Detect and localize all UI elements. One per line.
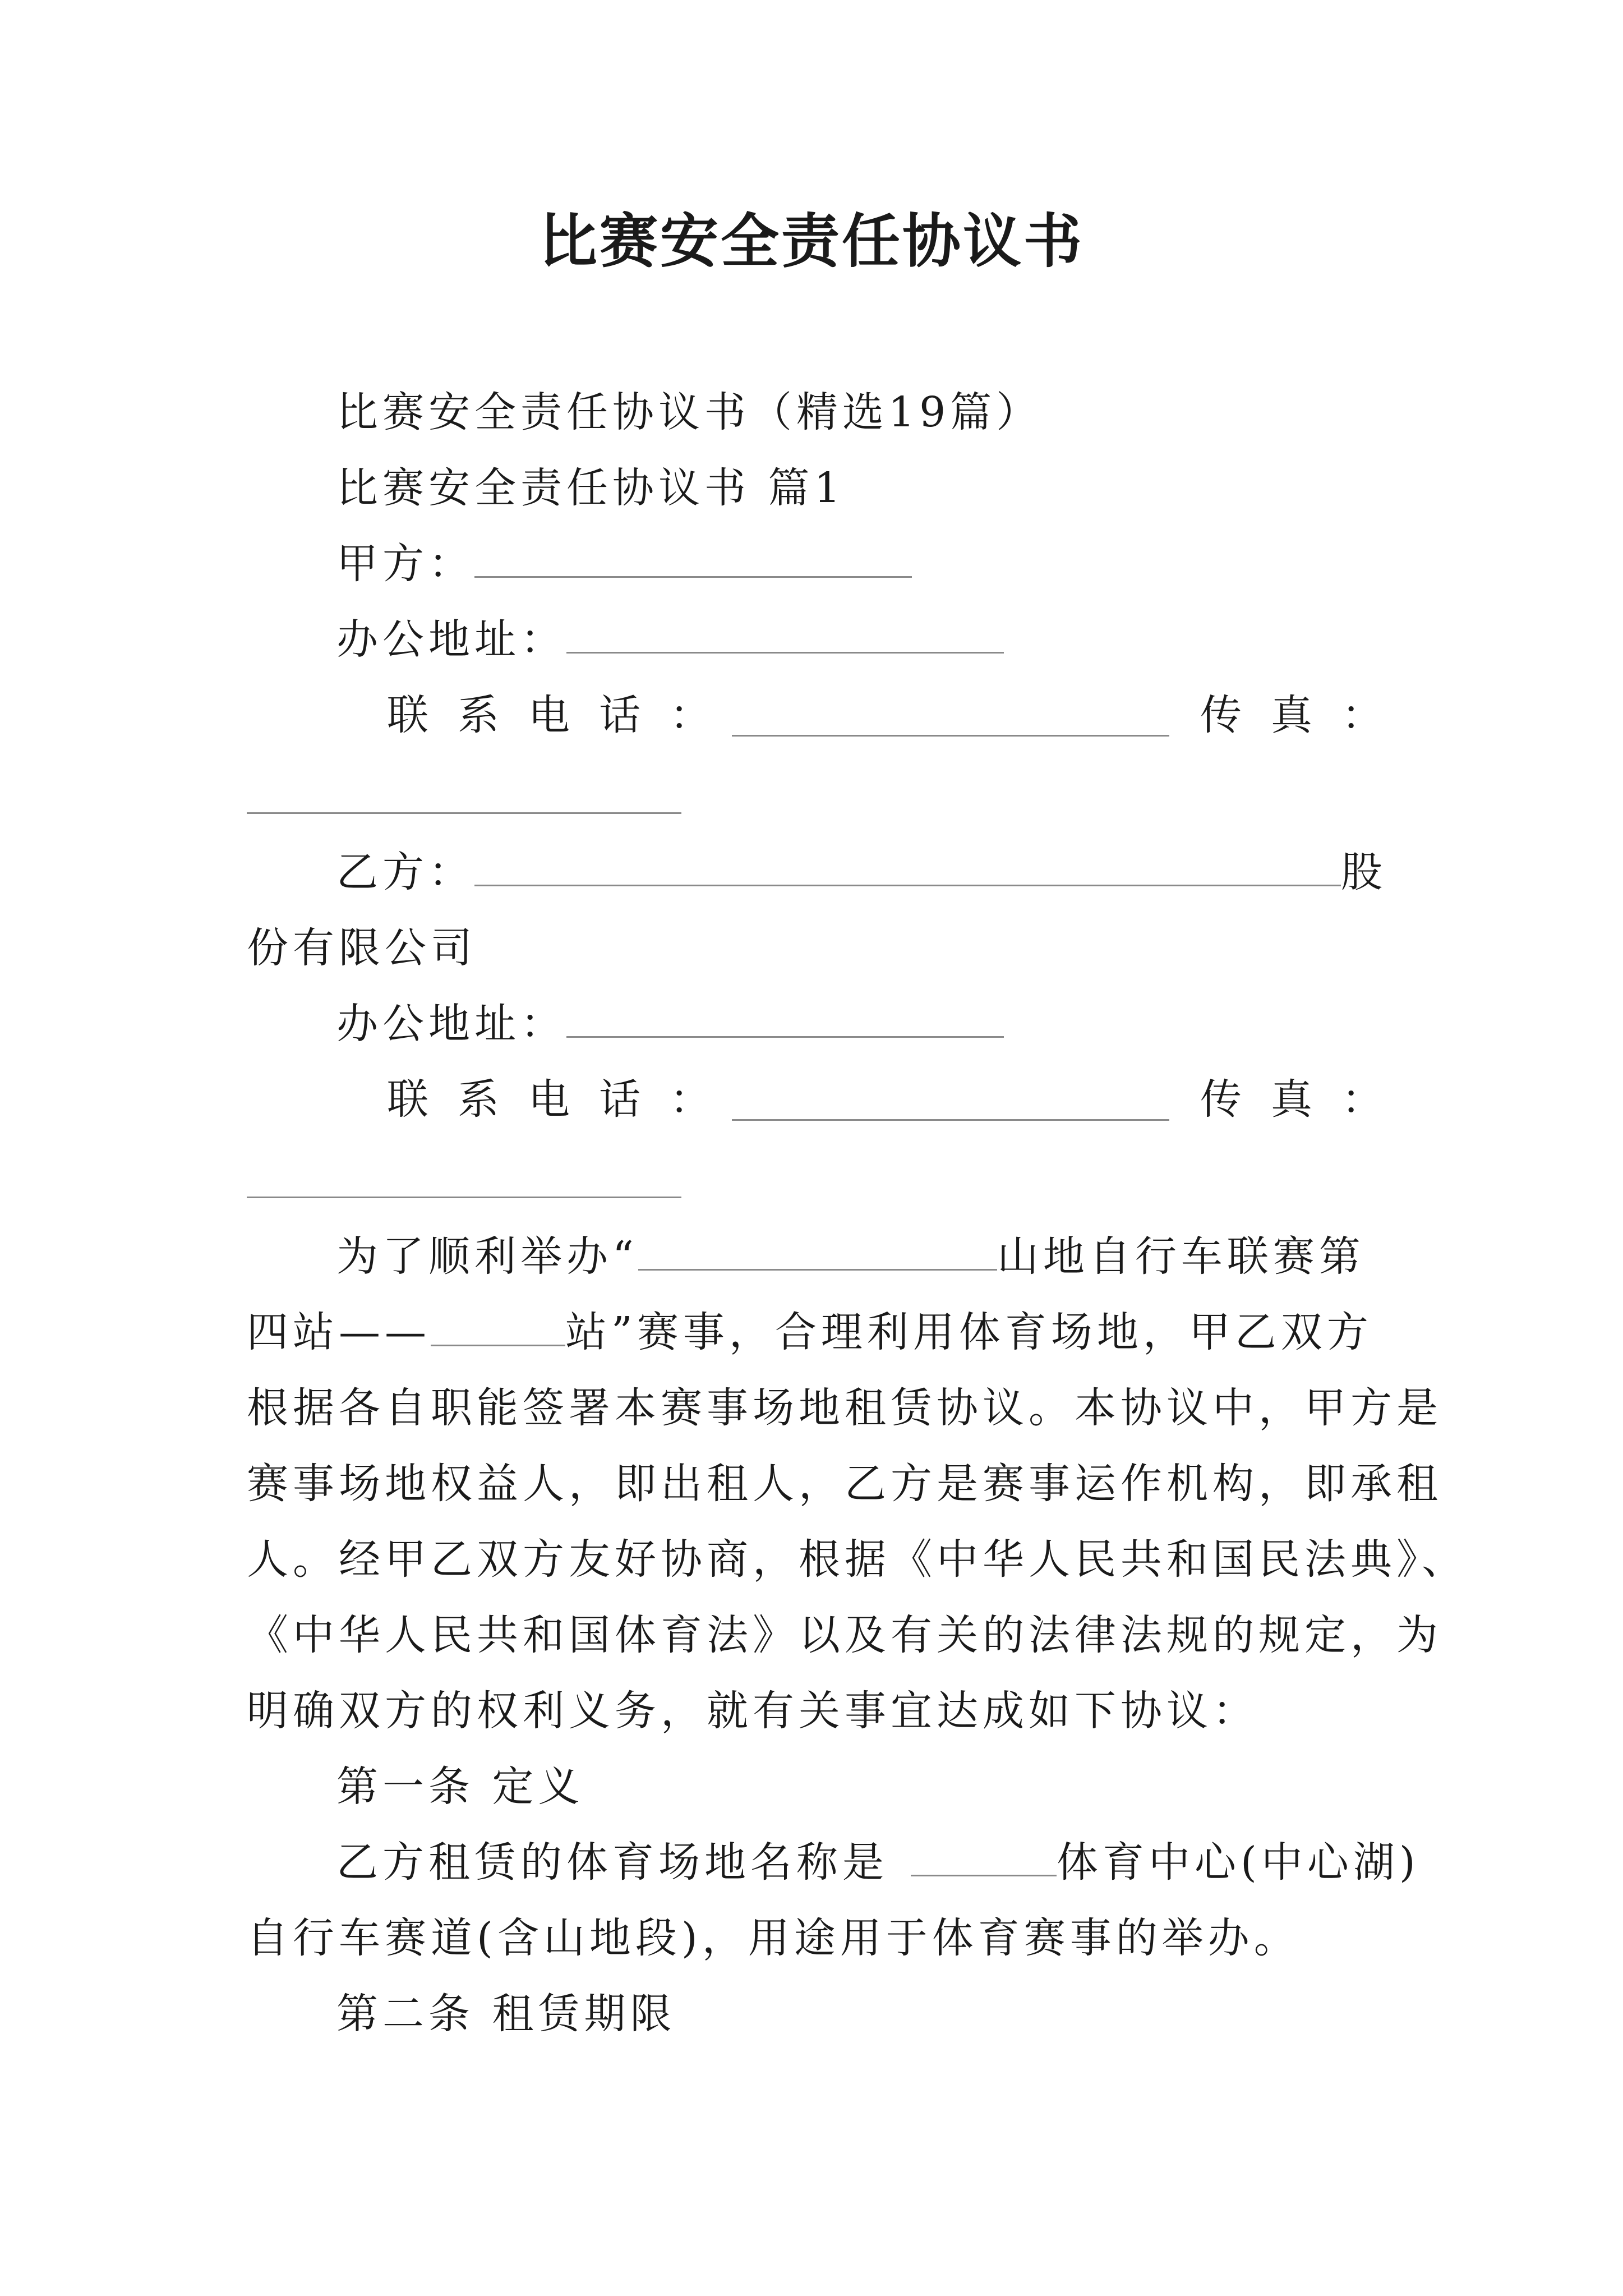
intro-line-2a: 四站—— xyxy=(247,1308,431,1356)
intro-line-2 xyxy=(247,1301,1373,1363)
station-name-blank xyxy=(431,1303,565,1346)
party-b-line xyxy=(336,841,1387,903)
party-b-suffix-2: 份有限公司 xyxy=(247,924,477,972)
intro-line-1b: 山地自行车联赛第 xyxy=(997,1232,1365,1281)
party-b-phone-label: 联系电话： xyxy=(387,1075,740,1124)
intro-line-4: 赛事场地权益人，即出租人，乙方是赛事运作机构，即承租 xyxy=(247,1460,1442,1508)
party-a-line xyxy=(336,533,912,595)
party-a-blank xyxy=(474,535,912,578)
party-a-phone-blank xyxy=(732,735,1169,737)
party-b-fax-label: 传真： xyxy=(1200,1075,1412,1124)
event-name-blank xyxy=(638,1227,997,1271)
intro-line-3: 根据各自职能签署本赛事场地租赁协议。本协议中，甲方是 xyxy=(247,1384,1442,1432)
party-a-address-blank xyxy=(566,610,1004,654)
chapter-heading: 比赛安全责任协议书 篇1 xyxy=(336,464,845,512)
intro-line-1 xyxy=(336,1226,1365,1287)
party-b-suffix-1: 股 xyxy=(1341,848,1387,896)
article-2-heading: 第二条 租赁期限 xyxy=(336,1990,676,2038)
intro-line-1a: 为了顺利举办“ xyxy=(336,1232,638,1281)
party-b-address-label: 办公地址： xyxy=(336,1000,566,1048)
party-b-address-blank xyxy=(566,995,1004,1038)
party-a-phone-label: 联系电话： xyxy=(387,691,740,739)
article-1-line-2: 自行车赛道(含山地段)，用途用于体育赛事的举办。 xyxy=(247,1914,1300,1962)
article-1-heading: 第一条 定义 xyxy=(336,1763,584,1811)
intro-line-5: 人。经甲乙双方友好协商，根据《中华人民共和国民法典》、 xyxy=(247,1535,1468,1584)
party-a-address-line xyxy=(336,609,1004,670)
article-1-line-1 xyxy=(336,1832,1420,1893)
party-b-blank xyxy=(474,843,1341,886)
party-b-address-line xyxy=(336,993,1004,1055)
document-title: 比赛安全责任协议书 xyxy=(538,206,1084,275)
party-a-fax-blank xyxy=(247,812,681,814)
party-b-label: 乙方： xyxy=(336,848,474,896)
party-a-label: 甲方： xyxy=(336,540,474,588)
party-a-address-label: 办公地址： xyxy=(336,615,566,664)
party-a-fax-label: 传真： xyxy=(1200,691,1412,739)
document-subtitle: 比赛安全责任协议书（精选19篇） xyxy=(336,388,1043,436)
intro-line-6: 《中华人民共和国体育法》以及有关的法律法规的规定，为 xyxy=(247,1611,1442,1659)
article-1-line-1a: 乙方租赁的体育场地名称是 xyxy=(336,1838,888,1887)
intro-line-7: 明确双方的权利义务，就有关事宜达成如下协议： xyxy=(247,1687,1258,1735)
party-b-fax-blank xyxy=(247,1197,681,1198)
party-b-phone-blank xyxy=(732,1119,1169,1121)
intro-line-2b: 站”赛事，合理利用体育场地，甲乙双方 xyxy=(565,1308,1373,1356)
venue-name-blank xyxy=(911,1833,1057,1876)
article-1-line-1b: 体育中心(中心湖) xyxy=(1057,1838,1420,1887)
